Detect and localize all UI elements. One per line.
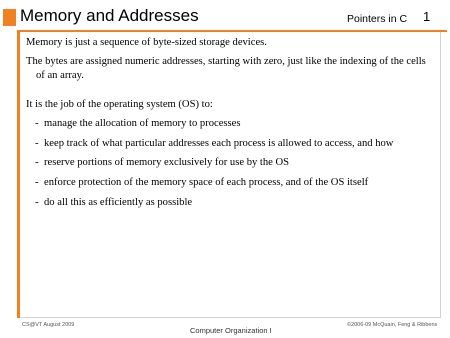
list-item xyxy=(35,137,436,151)
paragraph-os-job: It is the job of the operating system (OS) to: xyxy=(26,98,213,110)
list-item xyxy=(35,196,436,210)
footer-course: CS@VT August 2009 xyxy=(22,322,75,328)
paragraph-memory: Memory is just a sequence of byte-sized storage devices. xyxy=(26,37,267,48)
list-item xyxy=(35,156,436,170)
list-item-text: do all this as efficiently as possible xyxy=(44,196,193,208)
list-item-text: reserve portions of memory exclusively for use by the OS xyxy=(44,157,290,169)
bullet-dash: - xyxy=(35,176,39,188)
page-number: 1 xyxy=(423,9,431,24)
bullet-dash: - xyxy=(35,157,39,169)
slide-body xyxy=(26,36,436,215)
list-item-text: keep track of what particular addresses each process is allowed to access, and how xyxy=(44,137,394,149)
list-item xyxy=(35,117,436,131)
list-item-text: manage the allocation of memory to processes xyxy=(44,117,241,129)
title-accent-square xyxy=(3,9,16,26)
paragraph-addresses: The bytes are assigned numeric addresses, starting with zero, just like the indexing of the cells of an array. xyxy=(26,56,426,82)
bullet-dash: - xyxy=(35,137,39,149)
slide-title: Memory and Addresses xyxy=(20,6,199,25)
footer-title: Computer Organization I xyxy=(190,326,272,335)
bullet-dash: - xyxy=(35,117,39,129)
paragraph-spacer xyxy=(26,89,436,98)
slide-topic: Pointers in C xyxy=(347,13,408,25)
bullet-dash: - xyxy=(35,196,39,208)
list-item-text: enforce protection of the memory space of each process, and of the OS itself xyxy=(44,176,369,188)
list-item xyxy=(35,176,436,190)
footer-copyright: ©2006-09 McQuain, Feng & Ribbens xyxy=(347,322,438,328)
